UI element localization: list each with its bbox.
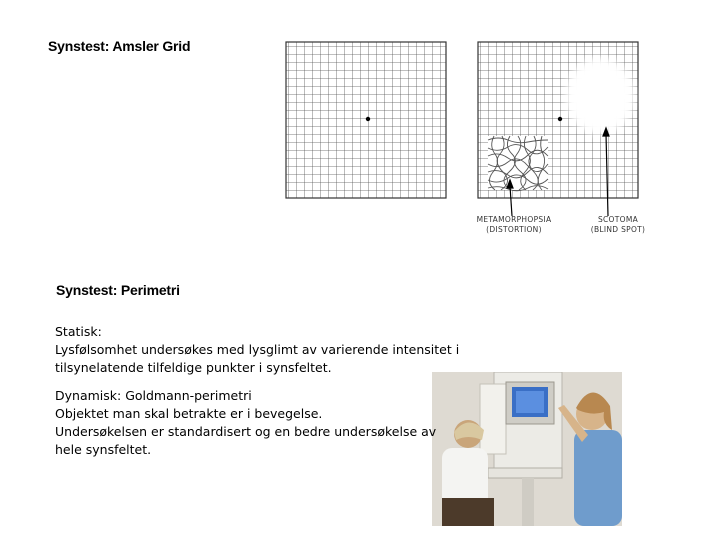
scotoma-label: SCOTOMA bbox=[597, 215, 639, 224]
static-line-1: Lysfølsomhet undersøkes med lysglimt av varierende intensitet i bbox=[55, 342, 460, 357]
perimetri-body bbox=[55, 323, 459, 459]
distortion-label: (DISTORTION) bbox=[486, 225, 542, 234]
perimetri-title: Synstest: Perimetri bbox=[56, 282, 180, 298]
static-perimetry-paragraph bbox=[55, 323, 459, 377]
dynamic-perimetry-paragraph bbox=[55, 387, 459, 459]
dynamic-label: Dynamisk: Goldmann-perimetri bbox=[55, 388, 252, 403]
amsler-grid-figure bbox=[280, 38, 660, 240]
dynamic-line-1: Objektet man skal betrakte er i bevegelse. bbox=[55, 406, 323, 421]
static-line-2: tilsynelatende tilfeldige punkter i synsfeltet. bbox=[55, 360, 332, 375]
blind-spot-label: (BLIND SPOT) bbox=[590, 225, 646, 234]
perimetry-photo bbox=[432, 372, 622, 526]
affected-amsler-grid bbox=[478, 42, 638, 216]
static-label: Statisk: bbox=[55, 324, 102, 339]
perimetry-illustration bbox=[432, 372, 622, 526]
amsler-title: Synstest: Amsler Grid bbox=[48, 38, 191, 54]
dynamic-line-2: Undersøkelsen er standardisert og en bedre undersøkelse av bbox=[55, 424, 437, 439]
normal-amsler-grid bbox=[286, 42, 446, 198]
dynamic-line-3: hele synsfeltet. bbox=[55, 442, 152, 457]
metamorphopsia-label: METAMORPHOPSIA bbox=[476, 215, 552, 224]
